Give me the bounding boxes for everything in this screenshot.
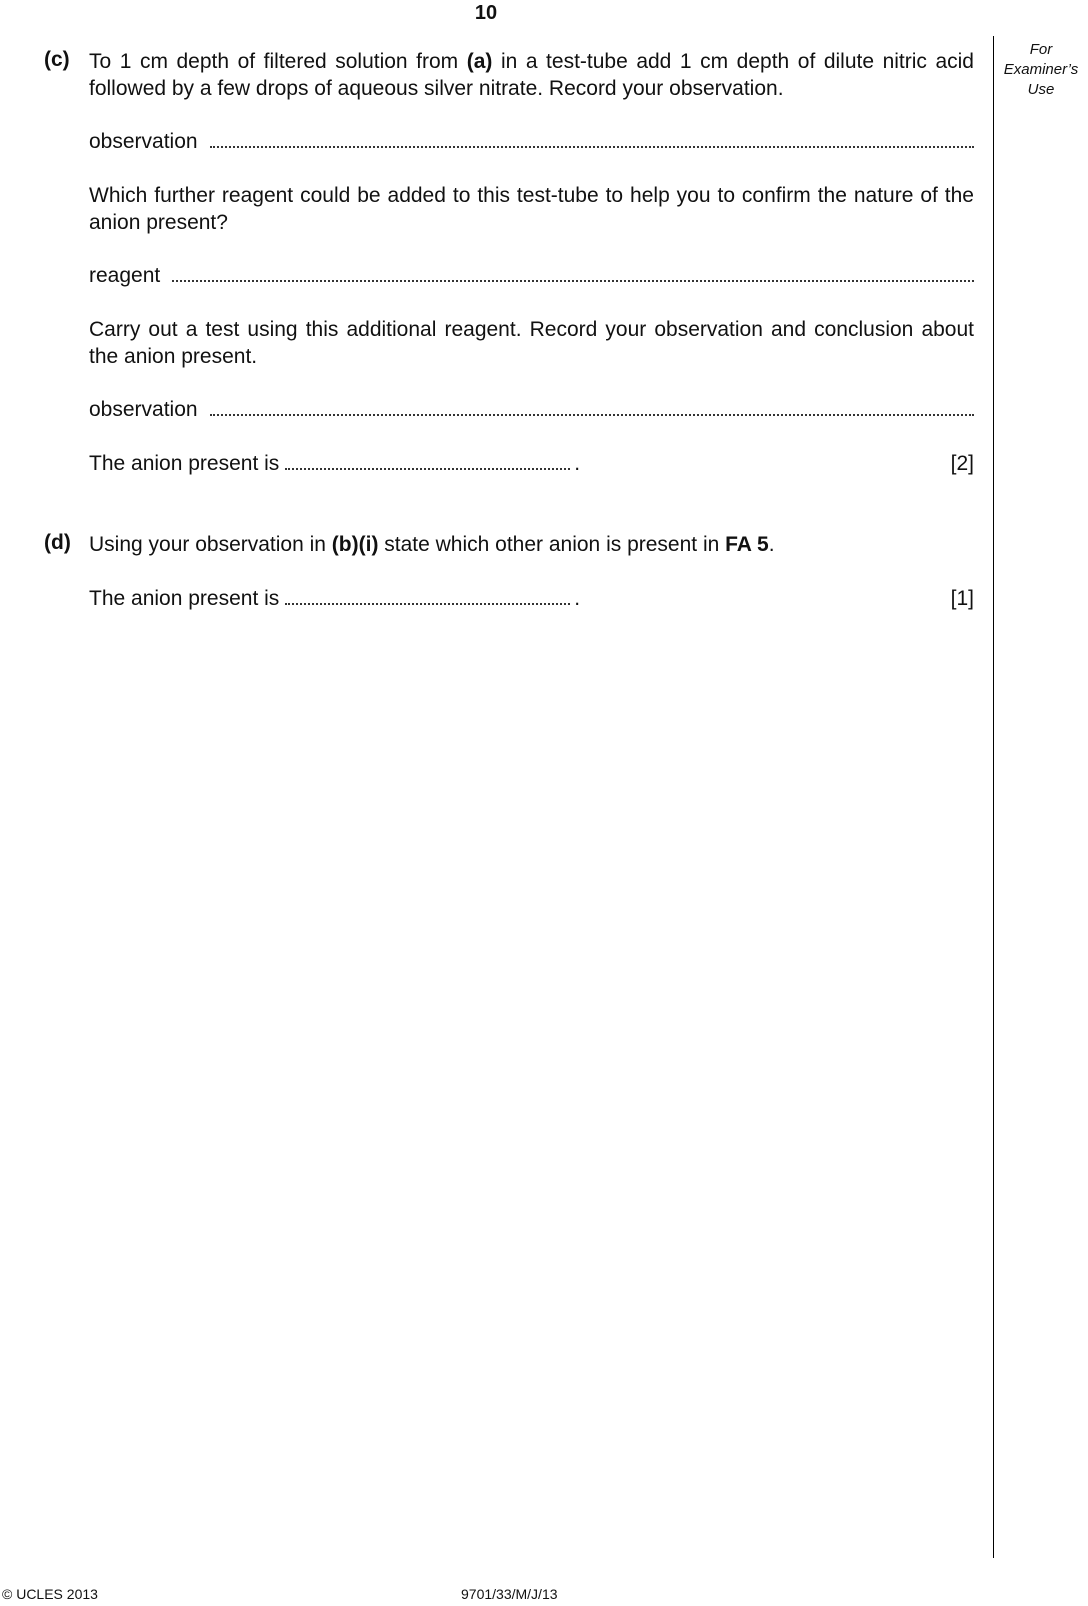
observation-answer-line-1[interactable]	[89, 128, 974, 155]
part-d-text-b: state which other anion is present in	[378, 533, 726, 556]
part-d-anion-answer[interactable]	[89, 585, 580, 612]
part-c-label: (c)	[44, 48, 70, 71]
part-c-anion-dotted-line[interactable]	[285, 454, 570, 470]
observation-label-2: observation	[89, 398, 198, 421]
part-d-fa5: FA 5	[725, 533, 769, 556]
observation-dotted-line-1[interactable]	[210, 134, 974, 148]
part-d-ref: (b)(i)	[331, 533, 379, 556]
part-d-anion-label: The anion present is	[89, 587, 280, 610]
part-d-marks: [1]	[950, 587, 974, 610]
examiner-column-label	[994, 40, 1088, 100]
part-d-label: (d)	[44, 531, 71, 554]
part-d-anion-end: .	[574, 587, 581, 610]
part-c-intro-a: To 1 cm depth of filtered solution from	[89, 50, 467, 73]
part-c-anion-label: The anion present is	[89, 452, 280, 475]
part-c-question-test: Carry out a test using this additional reagent. Record your observation and conclusion about the anion present.	[89, 318, 974, 368]
page-number: 10	[474, 2, 498, 24]
part-c-question-reagent: Which further reagent could be added to this test-tube to help you to confirm the nature of the anion present?	[89, 184, 974, 234]
reagent-dotted-line[interactable]	[172, 268, 974, 282]
examiner-label-line2: Examiner’s	[1003, 61, 1079, 78]
part-c-anion-end: .	[574, 452, 581, 475]
part-c-intro-b: in a test-tube add 1 cm depth of dilute nitric acid followed by a few drops of aqueous silver nitrate. Record your observation.	[89, 50, 974, 100]
observation-dotted-line-2[interactable]	[210, 402, 974, 416]
part-c-instruction	[89, 48, 974, 102]
observation-answer-line-2[interactable]	[89, 396, 974, 423]
part-c-ref-a: (a)	[466, 50, 493, 73]
part-d-text-end: .	[768, 533, 775, 556]
part-d-anion-dotted-line[interactable]	[285, 589, 570, 605]
part-c-anion-answer[interactable]	[89, 450, 580, 477]
part-d-text-a: Using your observation in	[89, 533, 332, 556]
reagent-label: reagent	[89, 264, 161, 287]
observation-label-1: observation	[89, 130, 198, 153]
footer-paper-code: 9701/33/M/J/13	[461, 1586, 558, 1602]
part-d-instruction	[89, 531, 974, 558]
examiner-margin-rule	[993, 36, 994, 1558]
examiner-label-line3: Use	[1027, 81, 1055, 98]
footer-copyright: © UCLES 2013	[2, 1586, 98, 1602]
part-c-marks: [2]	[950, 452, 974, 475]
examiner-label-line1: For	[1029, 41, 1053, 58]
reagent-answer-line[interactable]	[89, 262, 974, 289]
